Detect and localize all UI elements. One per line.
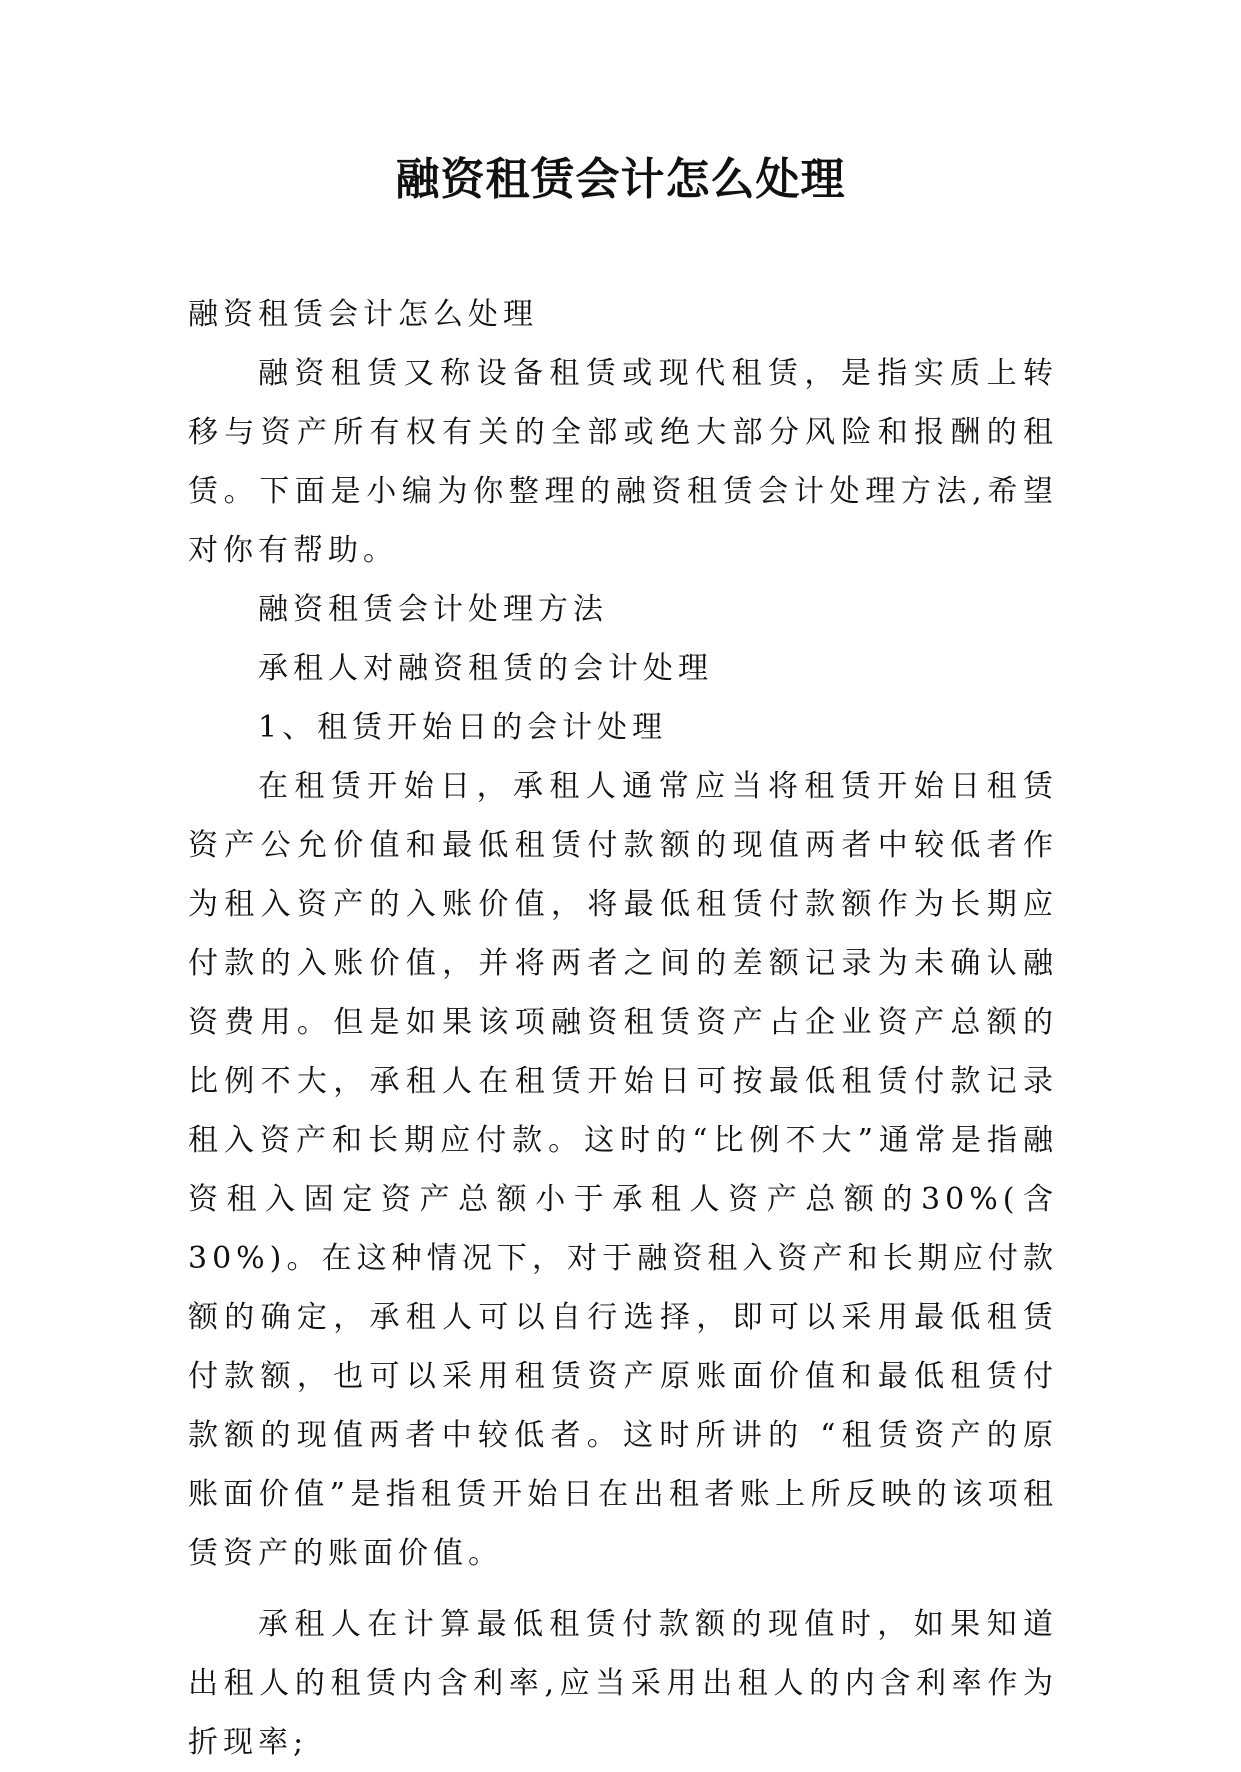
document-title: 融资租赁会计怎么处理 xyxy=(395,154,846,205)
paragraph-body-main: 在租赁开始日，承租人通常应当将租赁开始日租赁资产公允价值和最低租赁付款额的现值两者中较低者作为租入资产的入账价值，将最低租赁付款额作为长期应付款的入账价值，并将两者之间的差额记录为未确认融资费用。但是如果该项融资租赁资产占企业资产总额的比例不大，承租人在租赁开始日可按最低租赁付款记录租入资产和长期应付款。这时的“比例不大”通常是指融资租入固定资产总额小于承租人资产总额的30%(含30%)。在这种情况下，对于融资租入资产和长期应付款额的确定，承租人可以自行选择，即可以采用最低租赁付款额，也可以采用租赁资产原账面价值和最低租赁付款额的现值两者中较低者。这时所讲的 “租赁资产的原账面价值”是指租赁开始日在出租者账上所反映的该项租赁资产的账面价值。 xyxy=(188,769,1058,1571)
paragraph-item-title: 1、租赁开始日的会计处理 xyxy=(258,710,668,745)
document-body xyxy=(188,285,1058,1772)
paragraph-body-discount: 承租人在计算最低租赁付款额的现值时，如果知道出租人的租赁内含利率,应当采用出租人的内含利率作为折现率; xyxy=(188,1607,1058,1760)
paragraph-section-title: 融资租赁会计处理方法 xyxy=(258,592,608,627)
paragraph-subsection-title: 承租人对融资租赁的会计处理 xyxy=(258,651,713,686)
paragraph-heading: 融资租赁会计怎么处理 xyxy=(188,297,538,332)
paragraph-intro: 融资租赁又称设备租赁或现代租赁，是指实质上转移与资产所有权有关的全部或绝大部分风险和报酬的租赁。下面是小编为你整理的融资租赁会计处理方法,希望对你有帮助。 xyxy=(188,356,1058,568)
